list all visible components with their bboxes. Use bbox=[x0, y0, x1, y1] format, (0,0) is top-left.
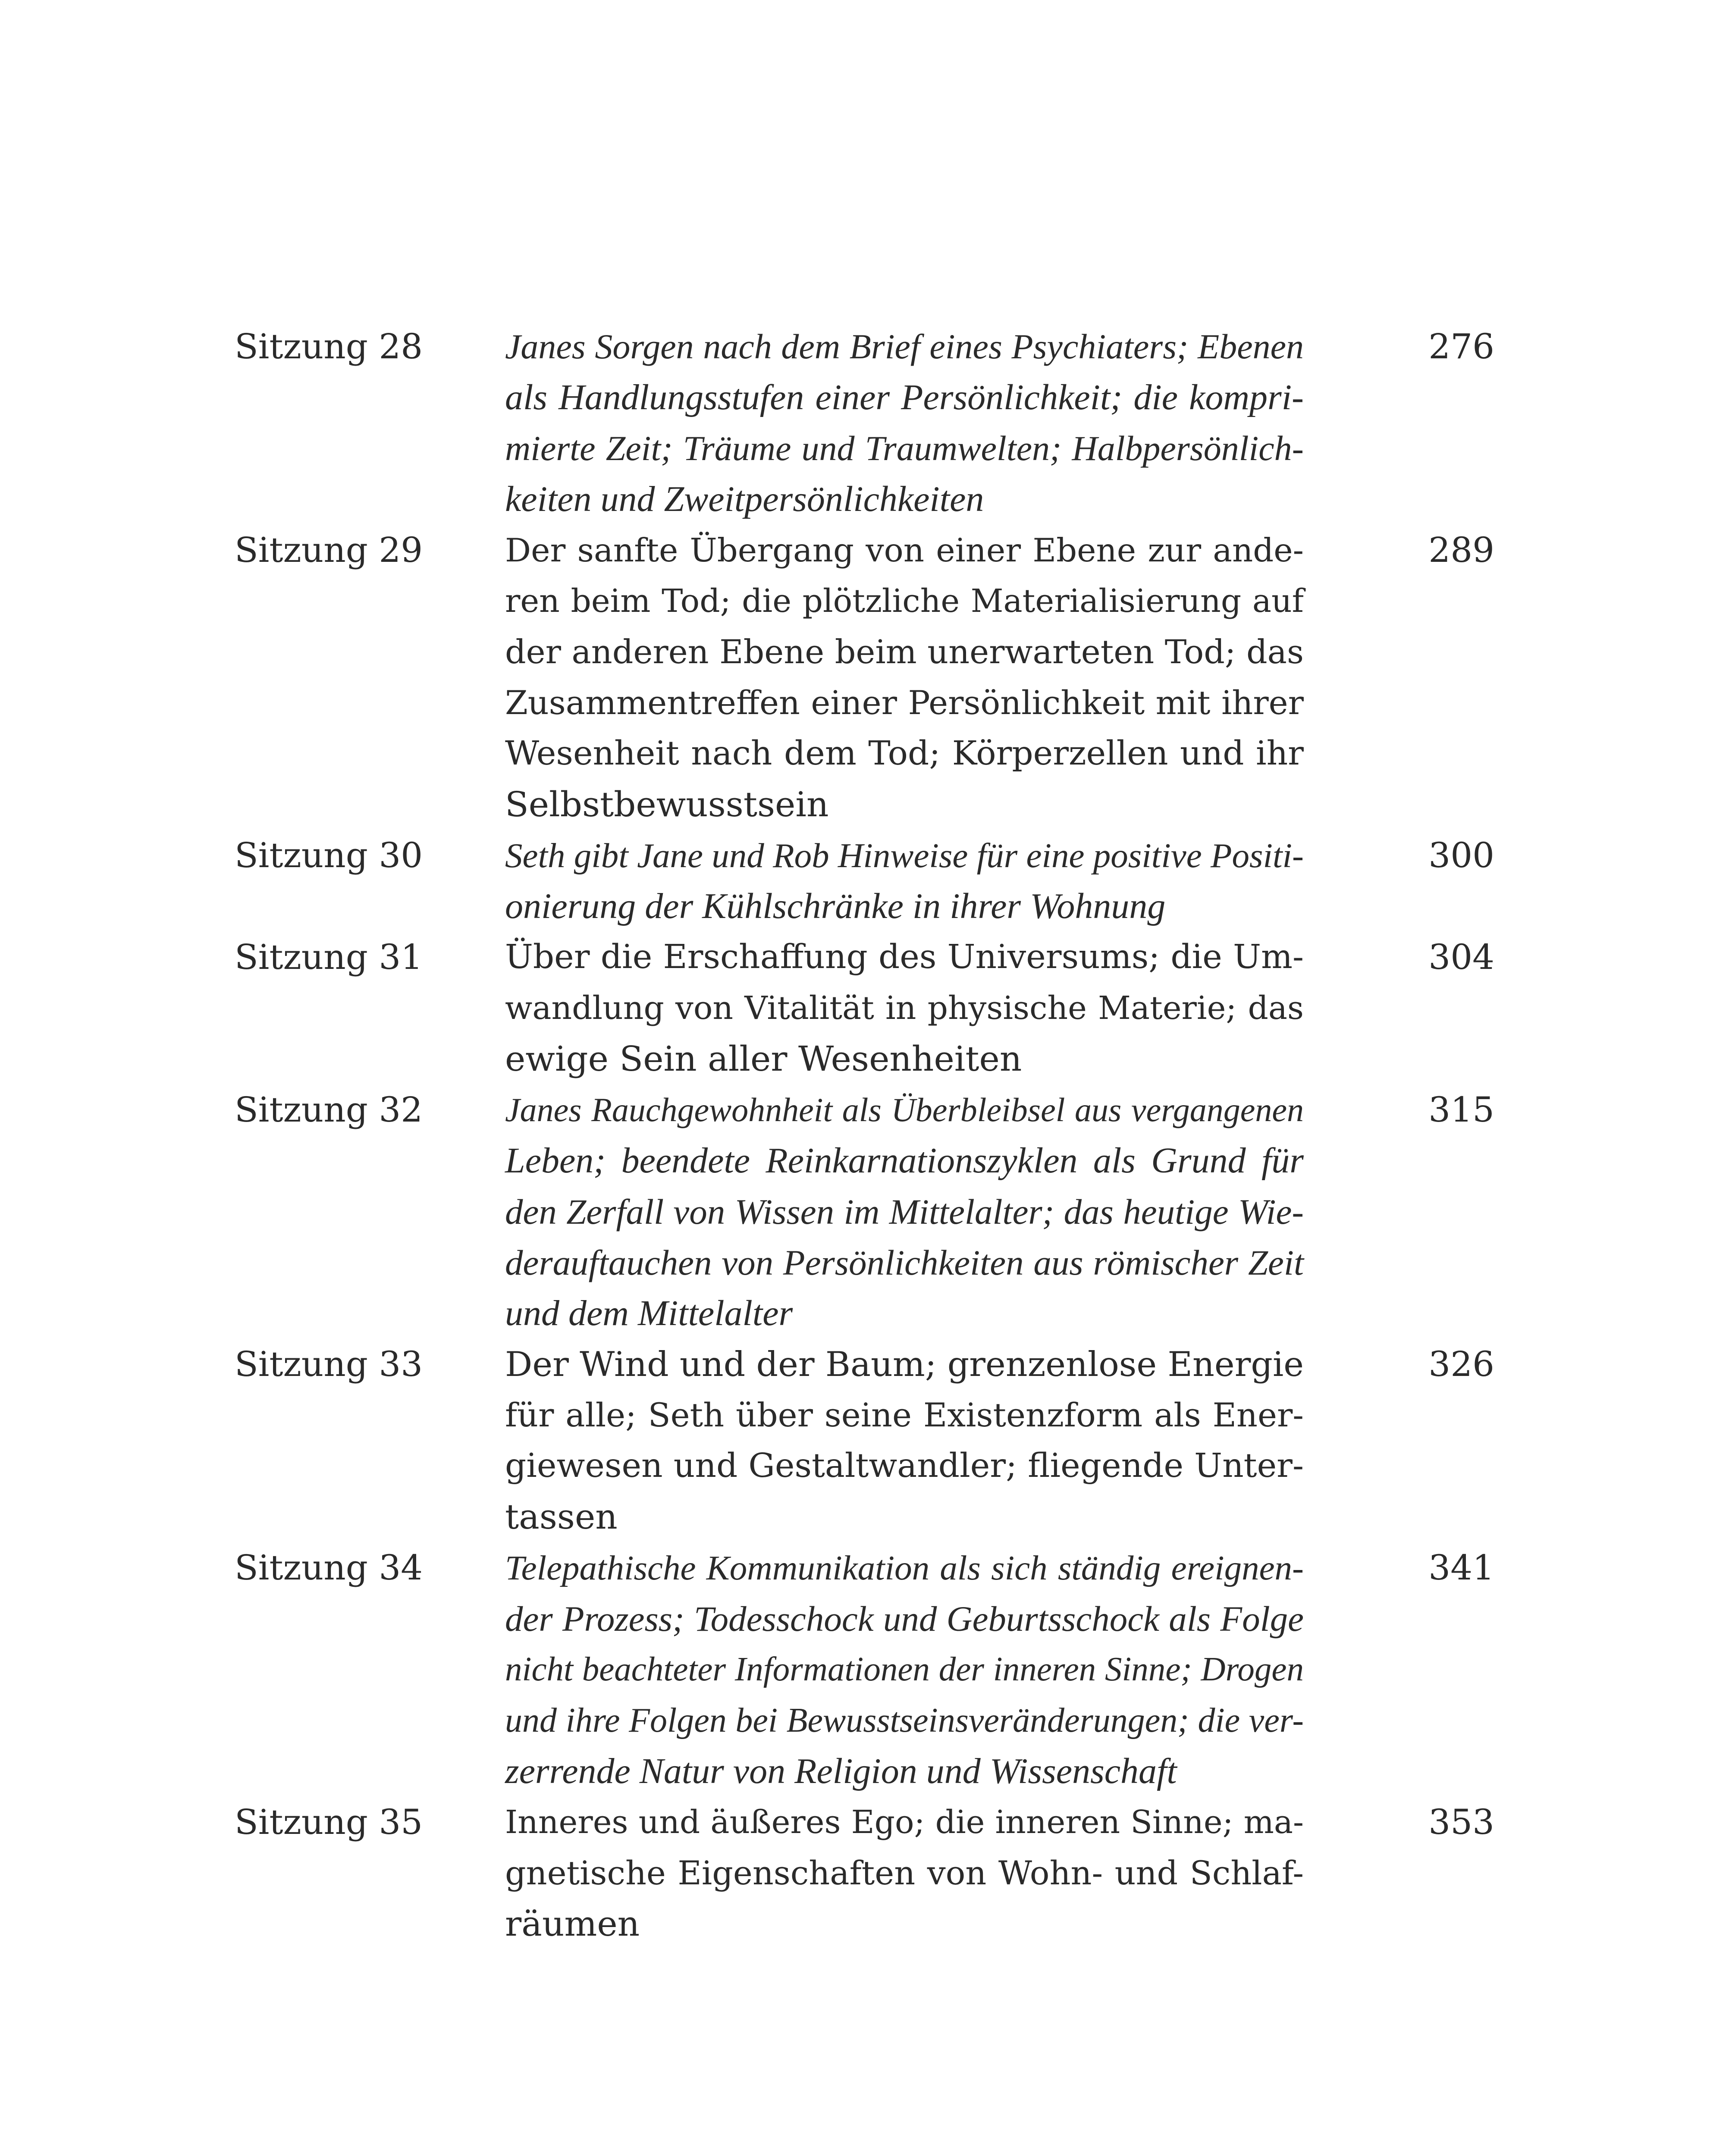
session-description bbox=[505, 321, 1304, 525]
session-label: Sitzung 30 bbox=[235, 835, 423, 875]
description-line: Über die Erschaffung des Universums; die Um- bbox=[505, 938, 1304, 976]
description-line: ren beim Tod; die plötzliche Materialisierung auf bbox=[505, 583, 1304, 620]
toc-entry bbox=[235, 1797, 1528, 1949]
page-number: 315 bbox=[1428, 1090, 1494, 1130]
description-line: den Zerfall von Wissen im Mittelalter; das heutige Wie- bbox=[505, 1192, 1304, 1232]
toc-entry bbox=[235, 1339, 1528, 1542]
toc-entry bbox=[235, 525, 1528, 830]
description-line: und ihre Folgen bei Bewusstseinsveränderungen; die ver- bbox=[505, 1702, 1304, 1739]
description-line: tassen bbox=[505, 1497, 618, 1537]
table-of-contents bbox=[235, 321, 1528, 1949]
session-description bbox=[505, 830, 1304, 932]
page-number: 276 bbox=[1428, 326, 1494, 367]
page-number: 353 bbox=[1428, 1802, 1494, 1842]
description-line: zerrende Natur von Religion und Wissenschaft bbox=[505, 1751, 1177, 1791]
page-number: 341 bbox=[1428, 1548, 1494, 1588]
session-label: Sitzung 31 bbox=[235, 937, 423, 977]
session-description bbox=[505, 932, 1304, 1084]
description-line: der Prozess; Todesschock und Geburtsschock als Folge bbox=[505, 1599, 1304, 1639]
session-label: Sitzung 34 bbox=[235, 1548, 423, 1588]
toc-entry bbox=[235, 830, 1528, 932]
description-line: Janes Sorgen nach dem Brief eines Psychiaters; Ebenen bbox=[505, 327, 1304, 366]
page-number: 289 bbox=[1428, 530, 1494, 570]
description-line: onierung der Kühlschränke in ihrer Wohnung bbox=[505, 886, 1166, 926]
session-label: Sitzung 32 bbox=[235, 1090, 423, 1130]
description-line: Der Wind und der Baum; grenzenlose Energie bbox=[505, 1344, 1304, 1384]
description-line: Seth gibt Jane und Rob Hinweise für eine positive Positi- bbox=[505, 836, 1304, 875]
description-line: gnetische Eigenschaften von Wohn- und Schlaf- bbox=[505, 1854, 1304, 1892]
toc-entry bbox=[235, 321, 1528, 525]
description-line: Wesenheit nach dem Tod; Körperzellen und ihr bbox=[505, 734, 1304, 773]
page-number: 326 bbox=[1428, 1344, 1494, 1384]
description-line: räumen bbox=[505, 1904, 640, 1944]
description-line: als Handlungsstufen einer Persönlichkeit; die kompri- bbox=[505, 377, 1304, 417]
session-label: Sitzung 28 bbox=[235, 326, 423, 367]
description-line: Janes Rauchgewohnheit als Überbleibsel aus vergangenen bbox=[505, 1091, 1304, 1128]
toc-entry bbox=[235, 1542, 1528, 1797]
description-line: der anderen Ebene beim unerwarteten Tod; das bbox=[505, 633, 1304, 671]
description-line: Inneres und äußeres Ego; die inneren Sinne; ma- bbox=[505, 1804, 1304, 1841]
page-number: 300 bbox=[1428, 835, 1494, 875]
description-line: für alle; Seth über seine Existenzform als Ener- bbox=[505, 1396, 1304, 1434]
description-line: derauftauchen von Persönlichkeiten aus römischer Zeit bbox=[505, 1243, 1304, 1282]
description-line: Leben; beendete Reinkarnationszyklen als Grund für bbox=[505, 1141, 1304, 1181]
session-label: Sitzung 29 bbox=[235, 530, 423, 570]
description-line: und dem Mittelalter bbox=[505, 1293, 793, 1333]
toc-entry bbox=[235, 1084, 1528, 1339]
session-description bbox=[505, 525, 1304, 830]
description-line: Selbstbewusstsein bbox=[505, 784, 829, 824]
toc-entry bbox=[235, 932, 1528, 1084]
description-line: mierte Zeit; Träume und Traumwelten; Halbpersönlich- bbox=[505, 429, 1304, 468]
description-line: nicht beachteter Informationen der inneren Sinne; Drogen bbox=[505, 1651, 1304, 1688]
session-description bbox=[505, 1542, 1304, 1797]
description-line: giewesen und Gestaltwandler; fliegende Unter- bbox=[505, 1447, 1304, 1485]
session-description bbox=[505, 1084, 1304, 1339]
session-description bbox=[505, 1339, 1304, 1542]
description-line: wandlung von Vitalität in physische Materie; das bbox=[505, 990, 1304, 1027]
description-line: ewige Sein aller Wesenheiten bbox=[505, 1039, 1022, 1079]
session-label: Sitzung 33 bbox=[235, 1344, 423, 1384]
description-line: keiten und Zweitpersönlichkeiten bbox=[505, 479, 984, 519]
description-line: Telepathische Kommunikation als sich ständig ereignen- bbox=[505, 1548, 1304, 1587]
session-description bbox=[505, 1797, 1304, 1949]
description-line: Zusammentreffen einer Persönlichkeit mit ihrer bbox=[505, 683, 1304, 722]
page-number: 304 bbox=[1428, 937, 1494, 977]
session-label: Sitzung 35 bbox=[235, 1802, 423, 1842]
description-line: Der sanfte Übergang von einer Ebene zur ande- bbox=[505, 531, 1304, 569]
